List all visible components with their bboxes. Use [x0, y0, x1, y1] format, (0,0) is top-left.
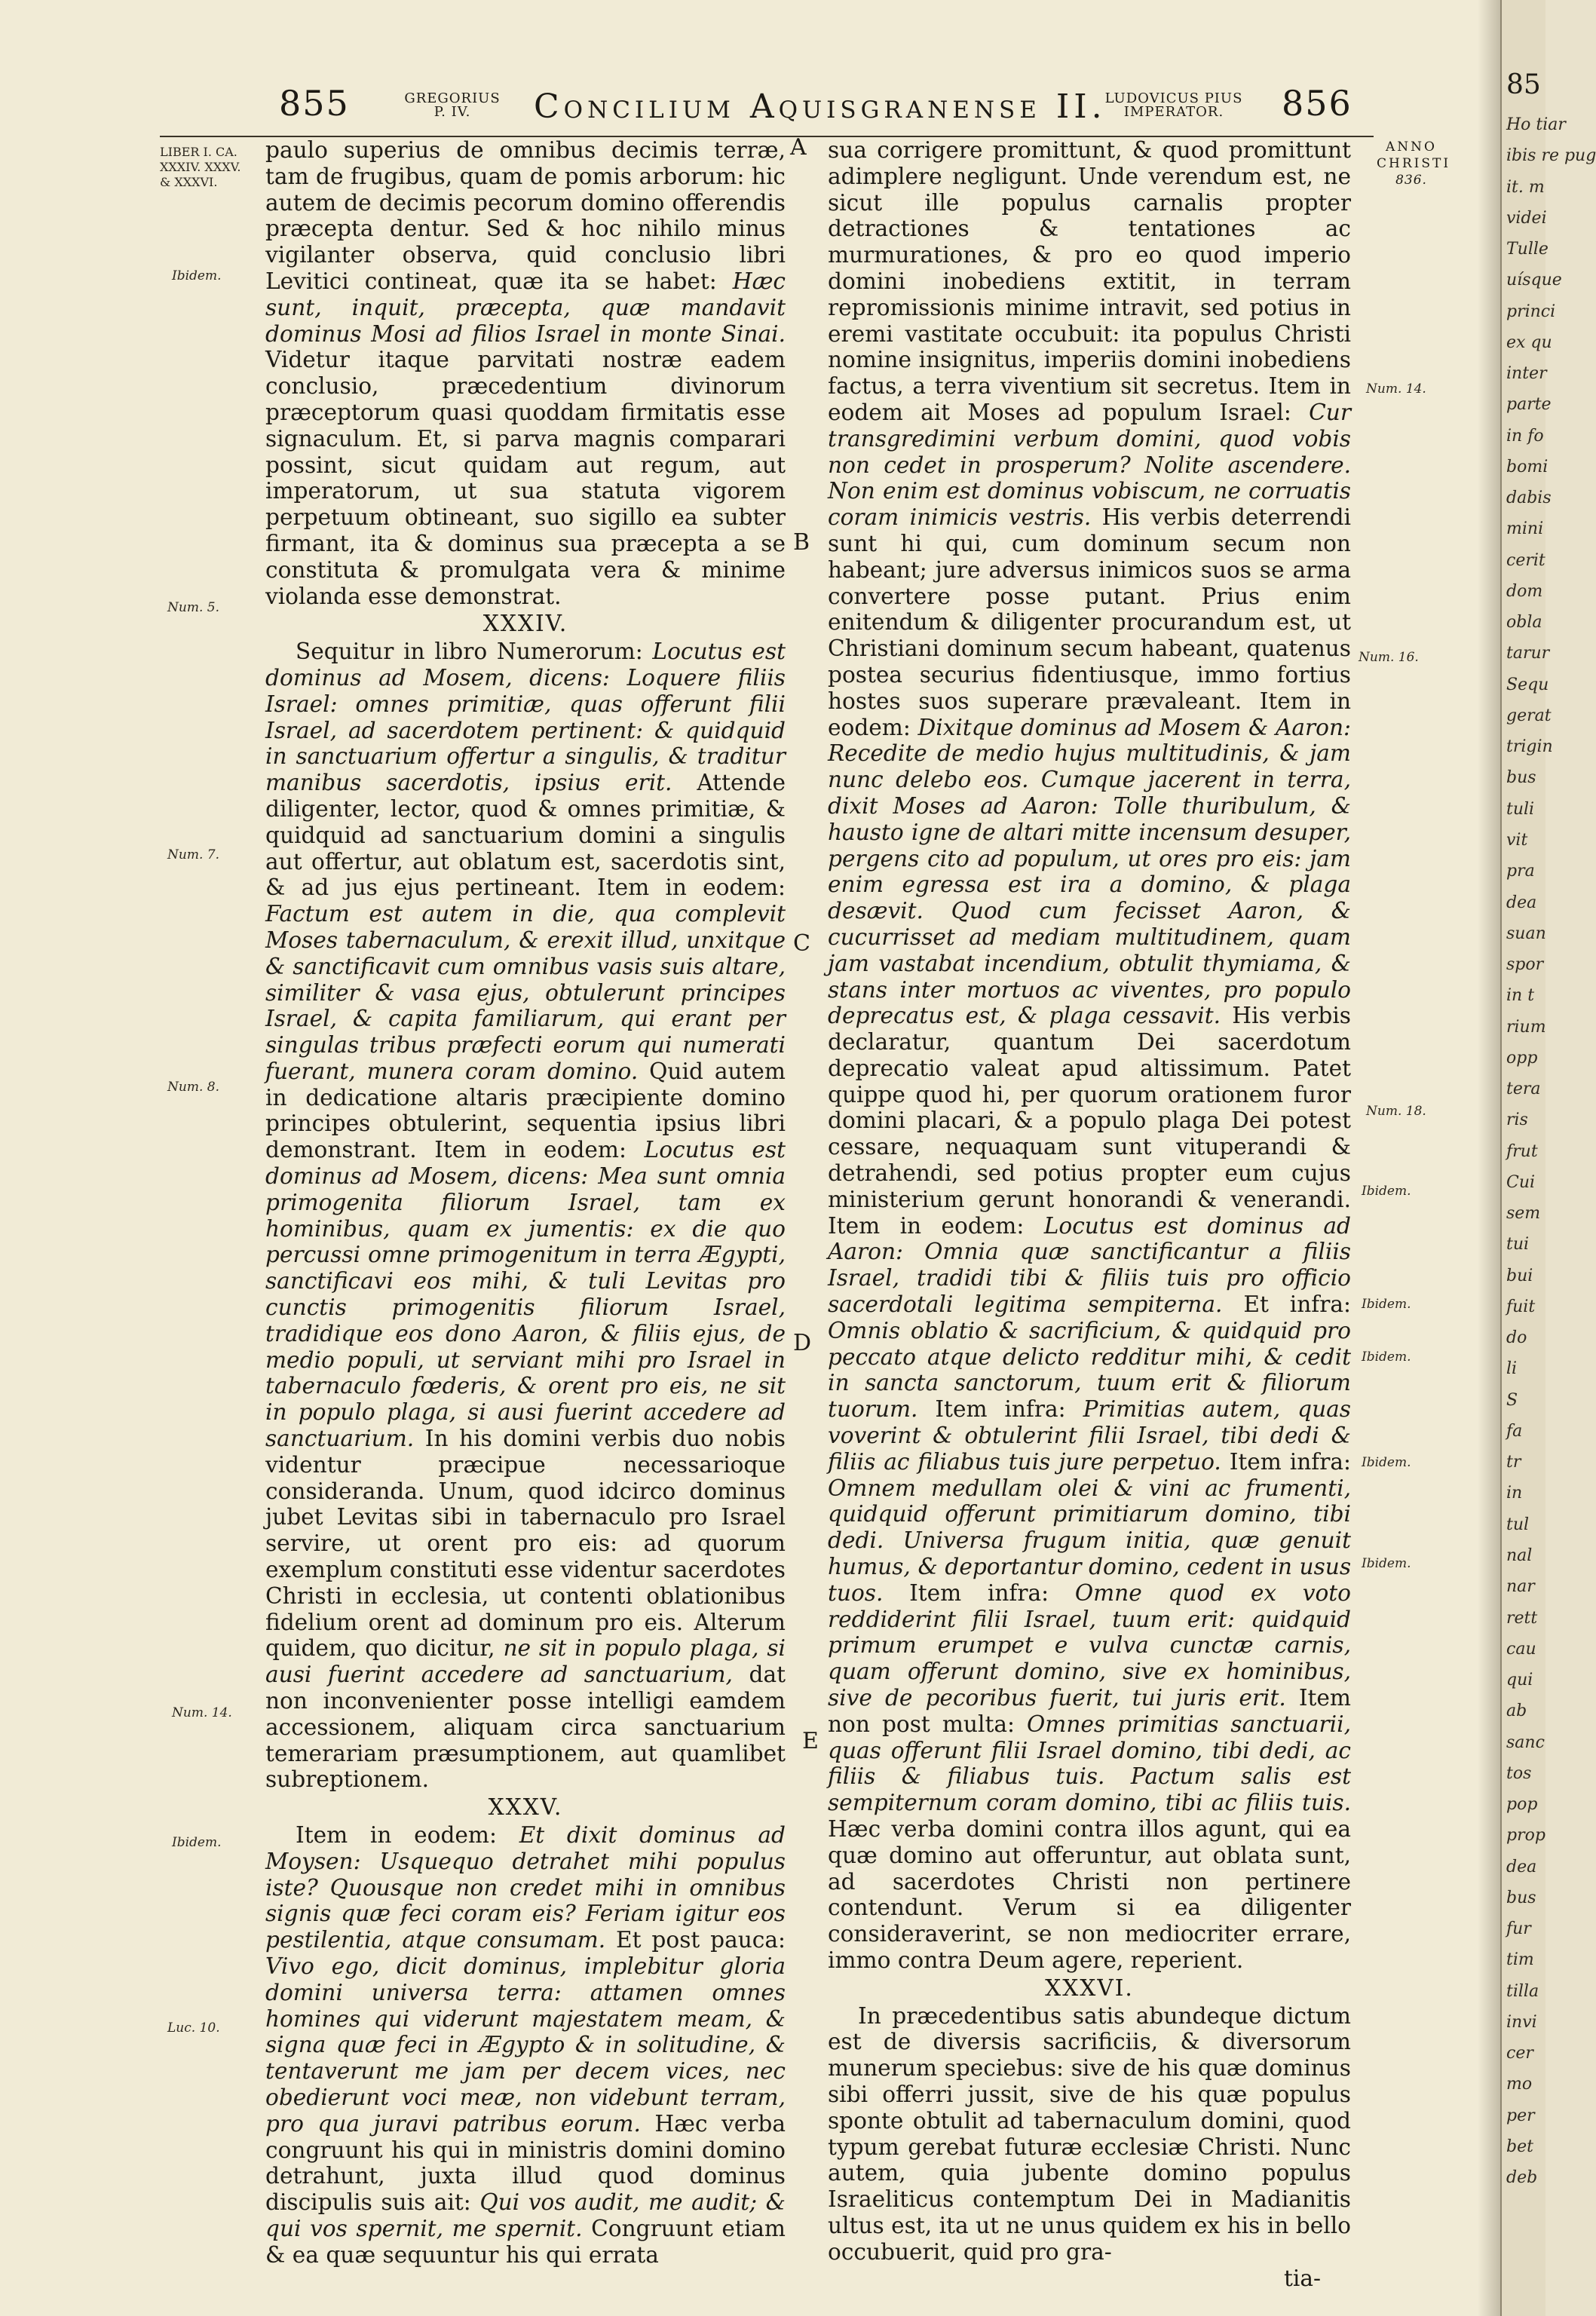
edge-fragment: prop	[1506, 1826, 1545, 1846]
running-head-right	[1102, 92, 1245, 119]
margin-note-right-ibidem-2: Ibidem.	[1362, 1297, 1411, 1312]
edge-fragment: qui	[1506, 1671, 1533, 1690]
edge-fragment: dom	[1506, 581, 1543, 601]
edge-fragment: fur	[1506, 1919, 1531, 1939]
edge-fragment: trigin	[1506, 737, 1553, 757]
edge-fragment: pra	[1506, 862, 1535, 881]
anno-line2: CHRISTI	[1377, 156, 1451, 171]
edge-fragment: ab	[1506, 1702, 1527, 1721]
section-letter-e: E	[802, 1728, 819, 1754]
chapter-heading: XXXVI.	[1045, 1974, 1134, 2001]
catchword: tia-	[1283, 2265, 1321, 2291]
edge-fragment: bui	[1506, 1266, 1533, 1285]
margin-note-right-num16: Num. 16.	[1359, 650, 1419, 665]
edge-fragment: opp	[1506, 1048, 1538, 1068]
running-head-left-line1: GREGORIUS	[404, 90, 501, 106]
edge-fragment: tim	[1506, 1950, 1534, 1970]
text-column-left	[265, 137, 786, 2269]
margin-note-right-num14: Num. 14.	[1366, 381, 1426, 397]
edge-fragment: tr	[1506, 1453, 1521, 1472]
edge-fragment: do	[1506, 1328, 1527, 1348]
anno-year: 836.	[1395, 173, 1427, 188]
margin-note-num7: Num. 7.	[167, 847, 219, 862]
edge-fragment: tarur	[1506, 644, 1550, 663]
edge-fragment: bet	[1506, 2137, 1533, 2156]
paragraph: In præcedentibus satis abundeque dictum est de diversis sacrificiis, & diversorum munerum speciebus: sive de his quæ dominus sibi offerri jussit, sive de his quæ populus sponte obtulit ad tabernaculum domini, quod typum gerebat futuræ ecclesiæ Christi. Nunc autem, quia jubente domino populus Israeliticus contemptum Dei in Madianitis ultus est, ita ut ne unus quidem ex his in bello occubuerit, quid pro gra-	[828, 2002, 1351, 2265]
anno-christi	[1377, 139, 1451, 188]
running-head-right-line2: IMPERATOR.	[1123, 104, 1224, 120]
edge-fragment: invi	[1506, 2012, 1537, 2032]
edge-fragment: sanc	[1506, 1732, 1545, 1752]
edge-fragment: inter	[1506, 364, 1547, 384]
text-column-right	[828, 137, 1351, 2291]
chapter-heading: XXXIV.	[482, 611, 568, 637]
section-letter-c: C	[793, 930, 810, 957]
edge-fragment: rium	[1506, 1017, 1546, 1037]
margin-note-right-ibidem-3: Ibidem.	[1362, 1349, 1411, 1365]
margin-note-right-ibidem-4: Ibidem.	[1362, 1455, 1411, 1470]
running-head-right-line1: LUDOVICUS PIUS	[1104, 90, 1243, 106]
edge-fragment: dea	[1506, 893, 1537, 912]
edge-fragment: mini	[1506, 519, 1544, 539]
edge-fragment: uísque	[1506, 271, 1562, 290]
edge-fragment: tuli	[1506, 799, 1535, 819]
edge-fragment: per	[1506, 2106, 1535, 2125]
edge-fragment: li	[1506, 1359, 1518, 1379]
paragraph: Item in eodem: Et dixit dominus ad Moysen: Usquequo detrahet mihi populus iste? Quousque non credet mihi in omnibus signis quæ feci coram eis? Feriam igitur eos pestilentia, atque consumam. Et post pauca: Vivo ego, dicit dominus, implebitur gloria domini universa terra: attamen omnes homines qui viderunt majestatem meam, & signa quæ feci in Ægypto & in solitudine, & tentaverunt me jam per decem vices, nec obedierunt voci meæ, non videbunt terram, pro qua juravi patribus eorum. Hæc verba congruunt his qui in ministris domini domino detrahunt, juxta illud quod dominus discipulis suis ait: Qui vos audit, me audit; & qui vos spernit, me spernit. Congruunt etiam & ea quæ sequuntur his qui errata	[265, 1822, 786, 2268]
edge-fragment: Sequ	[1506, 675, 1549, 694]
edge-fragment: Cui	[1506, 1172, 1536, 1192]
running-head-left	[388, 92, 516, 119]
section-letter-b: B	[793, 529, 810, 556]
paragraph: sua corrigere promittunt, & quod promittunt adimplere negligunt. Unde verendum est, ne sicut ille populus carnalis propter detractiones & tentationes ac murmurationes, & pro eo quod imperio domini inobediens extitit, in terram repromissionis minime intravit, sed potius in eremi vastitate occubuit: ita populus Christi nomine insignitus, imperiis domini inobediens factus, a terra viventium sit secretus. Item in eodem ait Moses ad populum Israel: Cur transgredimini verbum domini, quod vobis non cedet in prosperum? Nolite ascendere. Non enim est dominus vobiscum, ne corruatis coram inimicis vestris. His verbis deterrendi sunt hi qui, cum dominum secum non habeant; jure adversus inimicos suos se arma convertere posse putant. Prius enim enitendum & diligenter procurandum est, ut Christiani dominum secum habeant, quatenus postea securius fidentiusque, immo fortius hostes suos superare prævaleant. Item in eodem: Dixitque dominus ad Mosem & Aaron: Recedite de medio hujus multitudinis, & jam nunc delebo eos. Cumque jacerent in terra, dixit Moses ad Aaron: Tolle thuribulum, & hausto igne de altari mitte incensum desuper, pergens cito ad populum, ut ores pro eis: jam enim egressa est ira a domino, & plaga desævit. Quod cum fecisset Aaron, & cucurrisset ad mediam multitudinem, quam jam vastabat incendium, obtulit thymiama, & stans inter mortuos ac viventes, pro populo deprecatus est, & plaga cessavit. His verbis declaratur, quantum Dei sacerdotum deprecatio valeat apud altissimum. Patet quippe quod hi, per quorum orationem furor domini placari, & a populo plaga Dei potest cessare, nequaquam sunt vituperandi & detrahendi, sed potius propter eum cujus ministerium gerunt honorandi & venerandi. Item in eodem: Locutus est dominus ad Aaron: Omnia quæ sanctificantur a filiis Israel, tradidi tibi & filiis tuis pro officio sacerdotali legitima sempiterna. Et infra: Omnis oblatio & sacrificium, & quidquid pro peccato atque delicto redditur mihi, & cedit in sancta sanctorum, tuum erit & filiorum tuorum. Item infra: Primitias autem, quas voverint & obtulerint filii Israel, tibi dedi & filiis ac filiabus tuis jure perpetuo. Item infra: Omnem medullam olei & vini ac frumenti, quidquid offerunt primitiarum domino, tibi dedi. Universa frugum initia, quæ genuit humus, & deportantur domino, cedent in usus tuos. Item infra: Omne quod ex voto reddiderint filii Israel, tuum erit: quidquid primum erumpet e vulva cunctæ carnis, quam offerunt domino, sive ex hominibus, sive de pecoribus fuerit, tui juris erit. Item non post multa: Omnes primitias sanctuarii, quas offerunt filii Israel domino, tibi dedi, ac filiis & filiabus tuis. Pactum salis est sempiternum coram domino, tibi ac filiis tuis. Hæc verba domini contra illos agunt, qui ea quæ domino aut offeruntur, aut oblata sunt, ad sacerdotes Christi non pertinere contendunt. Verum si ea diligenter consideraverint, se non mediocriter errare, immo contra Deum agere, reperient.	[828, 137, 1351, 1973]
edge-fragment: suan	[1506, 924, 1546, 943]
edge-fragment: vit	[1506, 831, 1528, 850]
edge-fragment: in fo	[1506, 426, 1544, 446]
edge-fragment: dabis	[1506, 489, 1552, 508]
paragraph: Sequitur in libro Numerorum: Locutus est dominus ad Mosem, dicens: Loquere filiis Israel: omnes primitiæ, quas offerunt filii Israel, ad sacerdotem pertinent: & quidquid in sanctuarium offertur a singulis, & traditur manibus sacerdotis, ipsius erit. Attende diligenter, lector, quod & omnes primitiæ, & quidquid ad sanctuarium domini a singulis aut offertur, aut oblatum est, sacerdotis sint, & ad jus ejus pertineant. Item in eodem: Factum est autem in die, qua complevit Moses tabernaculum, & erexit illud, unxitque & sanctificavit cum omnibus vasis suis altare, similiter & vasa ejus, obtulerunt principes Israel, & capita familiarum, qui erant per singulas tribus præfecti eorum qui numerati fuerant, munera coram domino. Quid autem in dedicatione altaris præcipiente domino principes obtulerint, sequentia ipsius libri demonstrant. Item in eodem: Locutus est dominus ad Mosem, dicens: Mea sunt omnia primogenita filiorum Israel, tam ex hominibus, quam ex jumentis: ex die quo percussi omne primogenitum in terra Ægypti, sanctificavi eos mihi, & tuli Levitas pro cunctis primogenitis filiorum Israel, tradidique eos dono Aaron, & filiis ejus, de medio populi, ut serviant mihi pro Israel in tabernaculo fœderis, & orent pro eis, ne sit in populo plaga, si ausi fuerint accedere ad sanctuarium. In his domini verbis duo nobis videntur præcipue necessarioque consideranda. Unum, quod idcirco dominus jubet Levitas sibi in tabernaculo pro Israel servire, ut orent pro eis: ad quorum exemplum constituti esse videntur sacerdotes Christi in ecclesia, ut contenti oblationibus fidelium orent ad dominum pro eis. Alterum quidem, quo dicitur, ne sit in populo plaga, si ausi fuerint accedere ad sanctuarium, dat non inconvenienter posse intelligi eamdem accessionem, aliquam circa sanctuarium temerariam præsumptionem, aut quamlibet subreptionem.	[265, 639, 786, 1793]
edge-fragment: fuit	[1506, 1297, 1536, 1316]
margin-note-right-ibidem-5: Ibidem.	[1362, 1556, 1411, 1571]
margin-note-liber: LIBER I. CA. XXXIV. XXXV. & XXXVI.	[160, 145, 241, 189]
edge-fragment: parte	[1506, 395, 1552, 415]
edge-fragment: bomi	[1506, 457, 1549, 476]
edge-fragment: bus	[1506, 1888, 1536, 1907]
edge-fragment: rett	[1506, 1608, 1538, 1628]
edge-fragment: tos	[1506, 1763, 1532, 1783]
chapter-heading: XXXV.	[488, 1794, 563, 1821]
margin-note-luc10: Luc. 10.	[167, 2020, 220, 2036]
edge-fragment: nar	[1506, 1577, 1535, 1597]
section-letter-a: A	[790, 134, 807, 161]
running-head-left-line2: P. IV.	[433, 104, 471, 120]
page-title: Concilium Aquisgranense II.	[534, 87, 1107, 126]
edge-fragment: frut	[1506, 1141, 1538, 1161]
next-page-edge	[1500, 0, 1596, 2316]
next-page-number: 85	[1506, 69, 1541, 100]
edge-fragment: ris	[1506, 1111, 1528, 1130]
page-number-left: 855	[279, 83, 350, 124]
margin-note-ibidem-2: Ibidem.	[172, 1835, 222, 1850]
edge-fragment: gerat	[1506, 706, 1552, 725]
edge-fragment: fa	[1506, 1421, 1523, 1441]
edge-fragment: ibis re pug	[1506, 146, 1596, 166]
edge-fragment: S	[1506, 1390, 1518, 1410]
edge-fragment: obla	[1506, 613, 1542, 633]
edge-fragment: tul	[1506, 1515, 1530, 1534]
margin-note-num14: Num. 14.	[172, 1705, 232, 1720]
edge-fragment: cer	[1506, 2044, 1533, 2063]
edge-fragment: tera	[1506, 1080, 1541, 1099]
edge-fragment: sem	[1506, 1204, 1541, 1224]
edge-fragment: cerit	[1506, 550, 1545, 570]
margin-note-right-ibidem-1: Ibidem.	[1362, 1184, 1411, 1199]
page-number-right: 856	[1282, 83, 1352, 124]
margin-note-num8: Num. 8.	[167, 1080, 219, 1095]
edge-fragment: videi	[1506, 208, 1547, 228]
margin-note-num5: Num. 5.	[167, 600, 219, 615]
edge-fragment: Tulle	[1506, 240, 1549, 259]
edge-fragment: in t	[1506, 986, 1535, 1006]
edge-fragment: deb	[1506, 2168, 1538, 2188]
margin-note-right-num18: Num. 18.	[1366, 1104, 1426, 1119]
edge-fragment: dea	[1506, 1857, 1537, 1876]
running-header	[0, 81, 1500, 134]
section-letter-d: D	[793, 1330, 812, 1356]
edge-fragment: nal	[1506, 1546, 1533, 1565]
edge-fragment: pop	[1506, 1795, 1538, 1815]
edge-fragment: bus	[1506, 768, 1536, 788]
anno-line1: ANNO	[1386, 139, 1437, 155]
edge-fragment: tilla	[1506, 1981, 1539, 2001]
margin-note-ibidem: Ibidem.	[172, 268, 222, 283]
edge-fragment: it. m	[1506, 177, 1545, 197]
edge-fragment: Ho tiar	[1506, 115, 1566, 134]
paragraph: paulo superius de omnibus decimis terræ, tam de frugibus, quam de pomis arborum: hic autem de decimis pecorum domino offerendis præcepta dentur. Sed & hoc nihilo minus vigilanter observa, quid conclusio libri Levitici contineat, quæ ita se habet: Hæc sunt, inquit, præcepta, quæ mandavit dominus Mosi ad filios Israel in monte Sinai. Videtur itaque parvitati nostræ eadem conclusio, præcedentium divinorum præceptorum quasi quoddam firmitatis esse signaculum. Et, si parva magnis comparari possint, sicut quidam aut regum, aut imperatorum, ut sua statuta vigorem perpetuum obtineant, suo sigillo ea subter firmant, ita & dominus sua præcepta a se constituta & promulgata vera & minime violanda esse demonstrat.	[265, 137, 786, 609]
edge-fragment: spor	[1506, 955, 1544, 975]
edge-fragment: mo	[1506, 2075, 1533, 2094]
edge-fragment: in	[1506, 1484, 1523, 1503]
edge-fragment: cau	[1506, 1639, 1536, 1659]
edge-fragment: ex qu	[1506, 332, 1552, 352]
edge-fragment: tui	[1506, 1235, 1530, 1254]
edge-fragment: princi	[1506, 302, 1556, 321]
